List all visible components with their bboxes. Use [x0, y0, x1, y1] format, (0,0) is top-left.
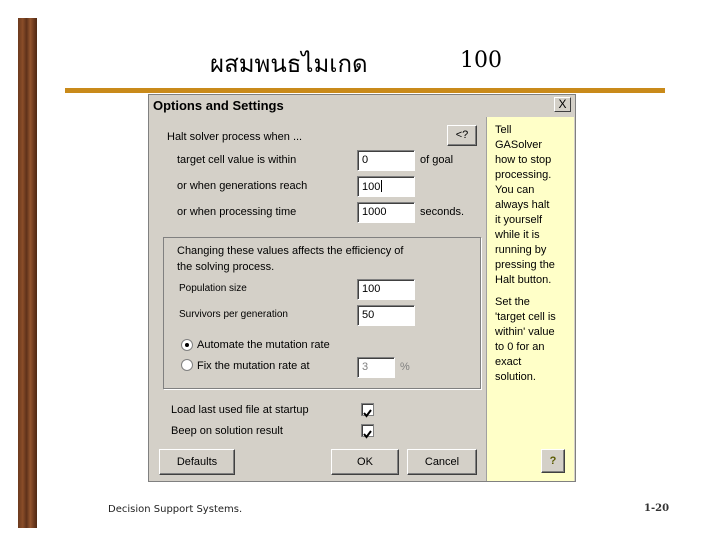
hint-line: it yourself [495, 214, 543, 226]
hint-line: Tell [495, 124, 512, 136]
radio-automate-label: Automate the mutation rate [197, 339, 330, 351]
hint-line: GASolver [495, 139, 543, 151]
efficiency-line-1: Changing these values affects the efficiency of [177, 245, 404, 257]
close-button[interactable]: X [554, 97, 571, 112]
survivors-label: Survivors per generation [179, 309, 288, 320]
hint-line: Halt button. [495, 274, 552, 286]
population-label: Population size [179, 283, 247, 294]
slide-number: 100 [460, 48, 502, 73]
checkmark-icon [362, 408, 373, 419]
efficiency-line-2: the solving process. [177, 261, 275, 273]
options-dialog [148, 94, 576, 482]
radio-selected-dot [185, 343, 189, 347]
time-label: or when processing time [177, 206, 297, 218]
generations-label: or when generations reach [177, 180, 308, 192]
cancel-button[interactable]: Cancel [407, 449, 477, 475]
ok-button[interactable]: OK [331, 449, 399, 475]
load-last-label: Load last used file at startup [171, 404, 309, 416]
defaults-button[interactable]: Defaults [159, 449, 235, 475]
checkmark-icon [362, 429, 373, 440]
time-input[interactable]: 1000 [357, 202, 415, 223]
hint-toggle-button[interactable] [541, 449, 565, 473]
radio-fix-label: Fix the mutation rate at [197, 360, 310, 372]
hint-line: 'target cell is [495, 311, 556, 323]
wood-border-decoration [18, 18, 37, 528]
load-last-checkbox[interactable] [361, 403, 374, 416]
hint-line: processing. [495, 169, 552, 181]
hint-panel [486, 117, 574, 481]
dialog-titlebar [149, 95, 575, 115]
target-label: target cell value is within [177, 154, 297, 166]
mutation-rate-input[interactable]: 3 [357, 357, 395, 378]
beep-label: Beep on solution result [171, 425, 283, 437]
time-suffix: seconds. [420, 206, 465, 218]
hint-line: You can [495, 184, 535, 196]
population-input[interactable]: 100 [357, 279, 415, 300]
radio-fix-mutation[interactable] [181, 359, 193, 371]
lightbulb-icon: ? [549, 455, 557, 467]
generations-input[interactable] [357, 176, 415, 197]
title-rule [65, 88, 665, 93]
dialog-title: Options and Settings [153, 98, 284, 113]
footer-page: 1-20 [644, 503, 670, 514]
slide-title: ผสมพนธไมเกด [210, 50, 368, 78]
hint-line: always halt [495, 199, 550, 211]
hint-line: solution. [495, 371, 536, 383]
mutation-unit: % [400, 361, 410, 373]
hint-line: exact [495, 356, 522, 368]
hint-line: how to stop [495, 154, 552, 166]
radio-automate-mutation[interactable] [181, 339, 193, 351]
hint-paragraph-2 [495, 295, 571, 385]
hint-line: pressing the [495, 259, 555, 271]
hint-line: running by [495, 244, 547, 256]
target-input[interactable]: 0 [357, 150, 415, 171]
hint-line: Set the [495, 296, 530, 308]
hint-line: within' value [495, 326, 555, 338]
hint-line: while it is [495, 229, 540, 241]
halt-header: Halt solver process when ... [167, 131, 303, 143]
target-suffix: of goal [420, 154, 454, 166]
hint-paragraph-1 [495, 123, 571, 288]
generations-value: 100 [362, 181, 381, 193]
hint-line: to 0 for an [495, 341, 545, 353]
beep-checkbox[interactable] [361, 424, 374, 437]
help-button[interactable]: <? [447, 125, 477, 146]
text-caret [381, 180, 382, 192]
footer-course: Decision Support Systems. [108, 504, 243, 515]
survivors-input[interactable]: 50 [357, 305, 415, 326]
